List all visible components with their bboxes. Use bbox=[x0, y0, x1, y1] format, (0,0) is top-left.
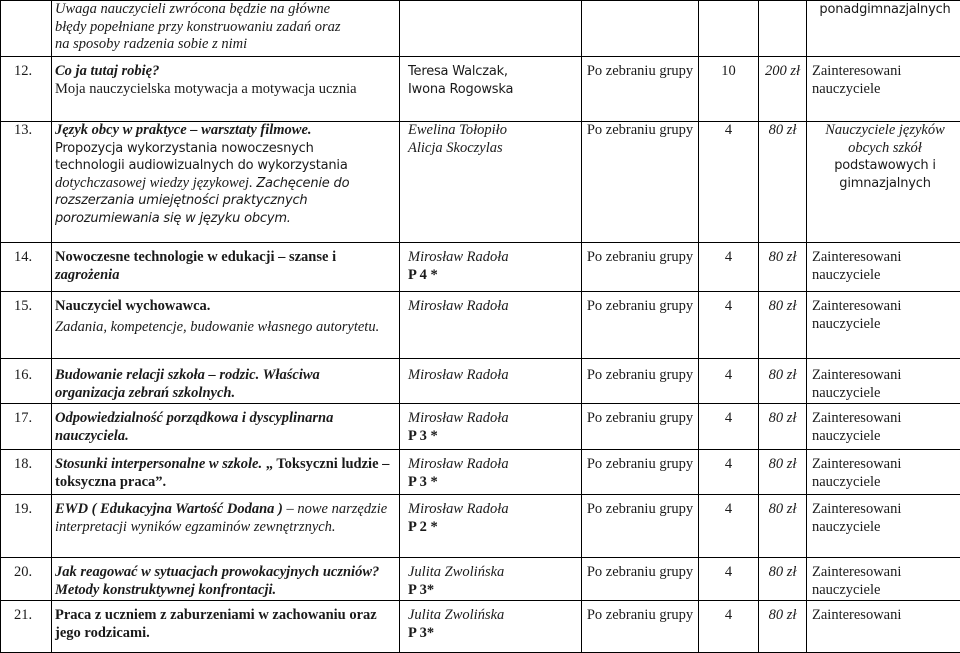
form-cell: Po zebraniu grupy bbox=[582, 450, 699, 495]
row-number: 13. bbox=[1, 122, 52, 243]
cost-cell: 80 zł bbox=[759, 601, 807, 653]
topic-description-part: dotychczasowej wiedzy językowej. bbox=[55, 175, 253, 191]
target-line: obcych szkół bbox=[812, 140, 958, 158]
topic-description-line bbox=[55, 175, 393, 193]
author-line: Ewelina Tołopiło bbox=[408, 122, 581, 140]
target-cell: Zainteresowani nauczyciele bbox=[807, 558, 960, 601]
author-line: P 3* bbox=[408, 582, 581, 600]
topic-description-line: rozszerzania umiejętności praktycznych bbox=[55, 192, 393, 210]
topic-line: Uwaga nauczycieli zwrócona będzie na główne bbox=[55, 1, 393, 19]
form-cell: Po zebraniu grupy bbox=[582, 359, 699, 404]
author-cell bbox=[400, 122, 582, 243]
row-number: 17. bbox=[1, 404, 52, 450]
table-row bbox=[1, 558, 960, 601]
author-line: Teresa Walczak, bbox=[408, 63, 581, 81]
topic-cell bbox=[52, 243, 400, 292]
table-row bbox=[1, 292, 960, 359]
cost-cell: 80 zł bbox=[759, 359, 807, 404]
form-cell: Po zebraniu grupy bbox=[582, 601, 699, 653]
topic-title: „ Toksyczni ludzie – toksyczna praca”. bbox=[55, 456, 389, 490]
author-line: P 2 * bbox=[408, 519, 581, 537]
form-cell: Po zebraniu grupy bbox=[582, 292, 699, 359]
topic-title: Język obcy w praktyce – warsztaty filmowe. bbox=[55, 122, 393, 140]
row-number: 14. bbox=[1, 243, 52, 292]
hours-cell: 4 bbox=[699, 122, 759, 243]
target-cell: Zainteresowani nauczyciele bbox=[807, 495, 960, 558]
form-cell: Po zebraniu grupy bbox=[582, 404, 699, 450]
hours-cell: 4 bbox=[699, 359, 759, 404]
target-line: Nauczyciele języków bbox=[812, 122, 958, 140]
author-cell bbox=[400, 404, 582, 450]
author-line: Mirosław Radoła bbox=[408, 456, 581, 474]
hours-cell: 4 bbox=[699, 495, 759, 558]
row-number bbox=[1, 1, 52, 57]
author-cell bbox=[400, 495, 582, 558]
topic-title: Odpowiedzialność porządkowa i dyscyplinarna nauczyciela. bbox=[55, 410, 333, 444]
topic-title: Stosunki interpersonalne w szkole. bbox=[55, 456, 262, 472]
cost-cell: 80 zł bbox=[759, 292, 807, 359]
author-line: Iwona Rogowska bbox=[408, 81, 581, 99]
cost-cell: 80 zł bbox=[759, 450, 807, 495]
target-line: gimnazjalnych bbox=[812, 175, 958, 193]
topic-description: Zadania, kompetencje, budowanie własnego autorytetu. bbox=[55, 316, 393, 338]
hours-cell: 4 bbox=[699, 292, 759, 359]
target-cell: Zainteresowani nauczyciele bbox=[807, 243, 960, 292]
target-cell: Zainteresowani nauczyciele bbox=[807, 404, 960, 450]
topic-cell: Budowanie relacji szkoła – rodzic. Właściwa organizacja zebrań szkolnych. bbox=[52, 359, 400, 404]
author-cell bbox=[400, 359, 582, 404]
cost-cell: 80 zł bbox=[759, 558, 807, 601]
author-cell bbox=[400, 292, 582, 359]
topic-line: błędy popełniane przy konstruowaniu zadań oraz bbox=[55, 19, 393, 37]
row-number: 20. bbox=[1, 558, 52, 601]
target-text: ponadgimnazjalnych bbox=[812, 1, 958, 19]
target-cell bbox=[807, 1, 960, 57]
topic-title: zagrożenia bbox=[55, 267, 393, 285]
target-cell: Zainteresowani bbox=[807, 601, 960, 653]
topic-description-line: porozumiewania się w języku obcym. bbox=[55, 210, 393, 228]
author-line: P 3 * bbox=[408, 474, 581, 492]
cost-cell: 80 zł bbox=[759, 243, 807, 292]
target-cell: Zainteresowani nauczyciele bbox=[807, 450, 960, 495]
target-cell: Zainteresowani nauczyciele bbox=[807, 57, 960, 122]
form-cell: Po zebraniu grupy bbox=[582, 495, 699, 558]
topic-cell bbox=[52, 57, 400, 122]
topic-cell bbox=[52, 122, 400, 243]
row-number: 15. bbox=[1, 292, 52, 359]
topic-line: na sposoby radzenia sobie z nimi bbox=[55, 36, 393, 54]
hours-cell: 4 bbox=[699, 558, 759, 601]
topic-cell: Jak reagować w sytuacjach prowokacyjnych uczniów? Metody konstruktywnej konfrontacji. bbox=[52, 558, 400, 601]
form-cell: Po zebraniu grupy bbox=[582, 558, 699, 601]
row-number: 21. bbox=[1, 601, 52, 653]
hours-cell: 10 bbox=[699, 57, 759, 122]
author-line: P 4 * bbox=[408, 267, 581, 285]
form-cell: Po zebraniu grupy bbox=[582, 122, 699, 243]
hours-cell bbox=[699, 1, 759, 57]
topic-description: – nowe narzędzie interpretacji wyników egzaminów zewnętrznych. bbox=[55, 501, 387, 535]
topic-cell bbox=[52, 404, 400, 450]
author-line: Mirosław Radoła bbox=[408, 410, 581, 428]
topic-cell: Praca z uczniem z zaburzeniami w zachowaniu oraz jego rodzicami. bbox=[52, 601, 400, 653]
table-row bbox=[1, 122, 960, 243]
topic-cell bbox=[52, 1, 400, 57]
topic-description-part: Zachęcenie do bbox=[256, 176, 349, 191]
form-cell bbox=[582, 1, 699, 57]
table-row bbox=[1, 1, 960, 57]
cost-cell: 80 zł bbox=[759, 404, 807, 450]
author-line: Julita Zwolińska bbox=[408, 564, 581, 582]
topic-description: Moja nauczycielska motywacja a motywacja ucznia bbox=[55, 81, 393, 99]
hours-cell: 4 bbox=[699, 450, 759, 495]
cost-cell: 200 zł bbox=[759, 57, 807, 122]
author-line: Mirosław Radoła bbox=[408, 501, 581, 519]
topic-cell bbox=[52, 292, 400, 359]
row-number: 12. bbox=[1, 57, 52, 122]
author-line: Julita Zwolińska bbox=[408, 607, 581, 625]
table-row bbox=[1, 243, 960, 292]
target-cell bbox=[807, 122, 960, 243]
topic-title: Co ja tutaj robię? bbox=[55, 63, 393, 81]
table-row bbox=[1, 57, 960, 122]
topic-title: Nowoczesne technologie w edukacji – szanse i bbox=[55, 249, 393, 267]
topic-cell bbox=[52, 495, 400, 558]
topic-description-line: Propozycja wykorzystania nowoczesnych bbox=[55, 140, 393, 158]
form-cell: Po zebraniu grupy bbox=[582, 57, 699, 122]
table-row bbox=[1, 601, 960, 653]
cost-cell bbox=[759, 1, 807, 57]
row-number: 18. bbox=[1, 450, 52, 495]
table-row bbox=[1, 495, 960, 558]
author-line: Alicja Skoczylas bbox=[408, 140, 581, 158]
topic-cell bbox=[52, 450, 400, 495]
row-number: 19. bbox=[1, 495, 52, 558]
hours-cell: 4 bbox=[699, 243, 759, 292]
hours-cell: 4 bbox=[699, 601, 759, 653]
author-cell bbox=[400, 558, 582, 601]
author-line: P 3 * bbox=[408, 428, 581, 446]
author-cell bbox=[400, 243, 582, 292]
target-cell: Zainteresowani nauczyciele bbox=[807, 359, 960, 404]
author-line: Mirosław Radoła bbox=[408, 249, 581, 267]
table-row bbox=[1, 450, 960, 495]
cost-cell: 80 zł bbox=[759, 495, 807, 558]
author-cell bbox=[400, 450, 582, 495]
author-cell bbox=[400, 57, 582, 122]
target-line: podstawowych i bbox=[812, 157, 958, 175]
hours-cell: 4 bbox=[699, 404, 759, 450]
author-line: P 3* bbox=[408, 625, 581, 643]
author-cell bbox=[400, 1, 582, 57]
cost-cell: 80 zł bbox=[759, 122, 807, 243]
author-line: Mirosław Radoła bbox=[408, 298, 581, 316]
topic-title: Nauczyciel wychowawca. bbox=[55, 298, 393, 316]
author-line: Mirosław Radoła bbox=[408, 367, 581, 385]
topic-description-line: technologii audiowizualnych do wykorzystania bbox=[55, 157, 393, 175]
author-cell bbox=[400, 601, 582, 653]
row-number: 16. bbox=[1, 359, 52, 404]
form-cell: Po zebraniu grupy bbox=[582, 243, 699, 292]
table-row bbox=[1, 359, 960, 404]
topic-title: EWD ( Edukacyjna Wartość Dodana ) bbox=[55, 501, 283, 517]
target-cell: Zainteresowani nauczyciele bbox=[807, 292, 960, 359]
table-row bbox=[1, 404, 960, 450]
